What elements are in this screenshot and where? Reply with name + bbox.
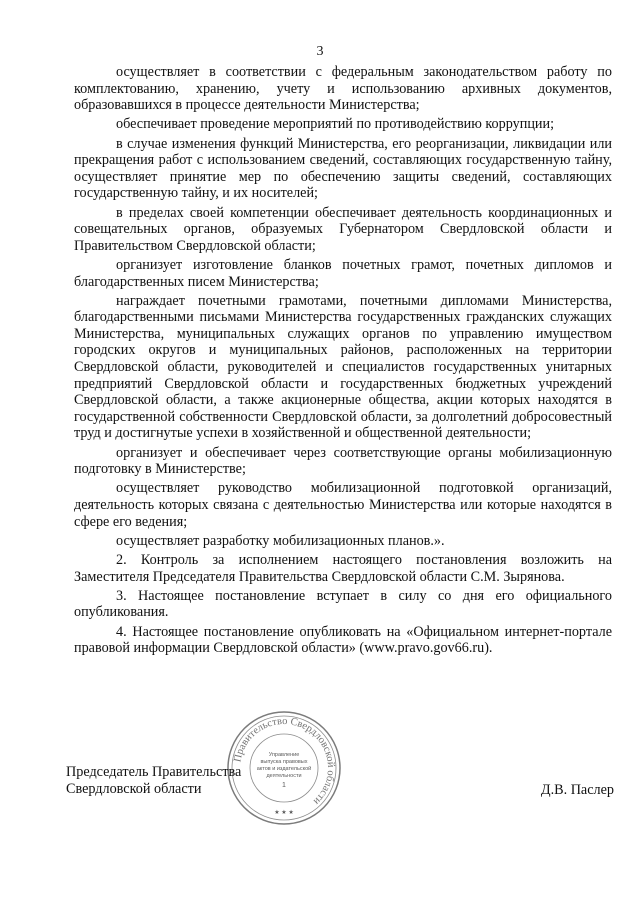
- page-number: 3: [316, 44, 324, 59]
- paragraph: осуществляет в соответствии с федеральным законодательством работу по комплектованию, хранению, учету и использованию архивных документов, образовавшихся в процессе деятельности Министерства;: [74, 64, 612, 114]
- svg-text:выпуска правовых: выпуска правовых: [260, 759, 308, 765]
- svg-text:Управление: Управление: [268, 752, 300, 758]
- paragraph: 2. Контроль за исполнением настоящего постановления возложить на Заместителя Председателя Правительства Свердловской области С.М. Зырянова.: [74, 551, 612, 585]
- paragraph: 3. Настоящее постановление вступает в силу со дня его официального опубликования.: [74, 587, 612, 621]
- paragraph: организует и обеспечивает через соответствующие органы мобилизационную подготовку в Министерстве;: [74, 444, 612, 478]
- official-seal: [226, 710, 342, 826]
- seal-number: 1: [282, 782, 286, 789]
- signer-name: Д.В. Паслер: [540, 782, 614, 798]
- signer-title-line: Председатель Правительства: [66, 764, 242, 780]
- svg-text:деятельности: деятельности: [266, 773, 302, 779]
- paragraph: организует изготовление бланков почетных грамот, почетных дипломов и благодарственных писем Министерства;: [74, 256, 612, 290]
- svg-text:★ ★ ★: ★ ★ ★: [274, 810, 294, 816]
- paragraph: осуществляет руководство мобилизационной подготовкой организаций, деятельность которых связана с деятельностью Министерства или которые находятся в сфере его ведения;: [74, 480, 612, 530]
- paragraph: в случае изменения функций Министерства, его реорганизации, ликвидации или прекращения работ с использованием сведений, составляющих государственную тайну, осуществляет принятие мер по обеспечению защиты сведений, составляющих государственную тайну, и их носителей;: [74, 135, 612, 202]
- seal-ring-text: Правительство Свердловской области: [232, 715, 337, 807]
- paragraph: 4. Настоящее постановление опубликовать на «Официальном интернет-портале правовой информации Свердловской области» (www.pravo.gov66.ru).: [74, 623, 612, 657]
- paragraph: осуществляет разработку мобилизационных планов.».: [116, 532, 445, 549]
- signer-title: [66, 764, 241, 798]
- signer-title-line: Свердловской области: [66, 781, 202, 797]
- svg-text:актов и издательской: актов и издательской: [256, 766, 312, 772]
- paragraph: в пределах своей компетенции обеспечивает деятельность координационных и совещательных органов, образуемых Губернатором Свердловской области и Правительством Свердловской области;: [74, 204, 612, 254]
- document-body: [74, 64, 612, 659]
- paragraph: обеспечивает проведение мероприятий по противодействию коррупции;: [116, 116, 555, 133]
- paragraph: награждает почетными грамотами, почетными дипломами Министерства, благодарственными письмами Министерства государственных гражданских служащих Министерства, муниципальных служащих органов по управлению имуществом городских округов и муниципальных районов, расположенных на территории Свердловской области, руководителей и специалистов государственных унитарных предприятий Свердловской области и государственных бюджетных учреждений Свердловской области, а также акционерные общества, акции которых находятся в государственной собственности Свердловской области, за долголетний добросовестный труд и достигнутые успехи в хозяйственной и общественной деятельности;: [74, 292, 612, 442]
